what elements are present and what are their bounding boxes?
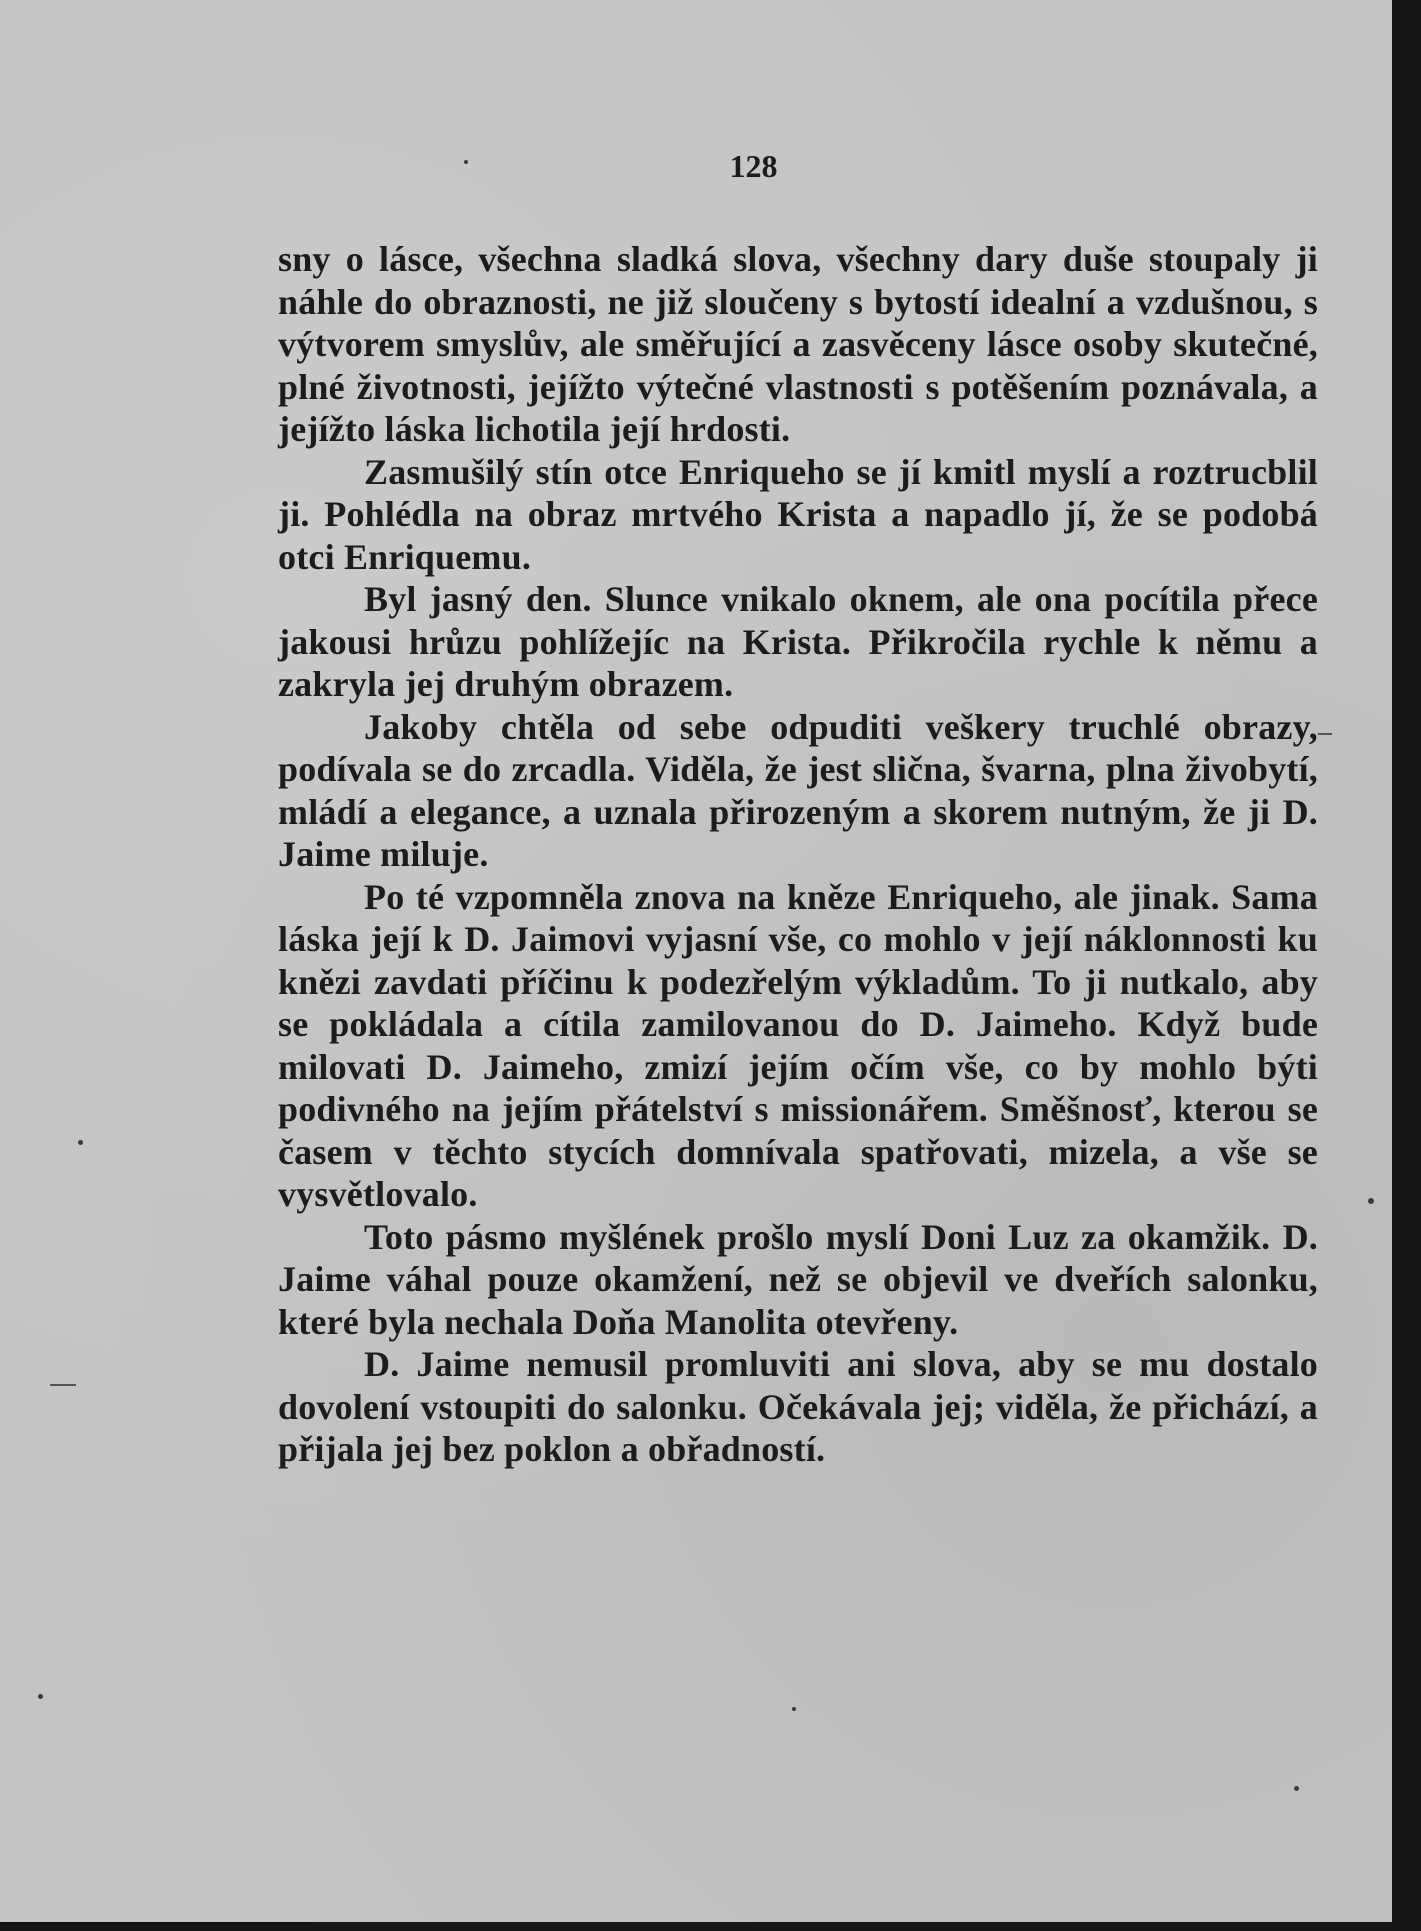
body-text xyxy=(278,238,1318,1471)
scan-speck xyxy=(1368,1198,1374,1204)
scan-speck xyxy=(792,1707,796,1711)
paragraph-5: Po té vzpomněla znova na kněze Enriqueho, ale jinak. Sama láska její k D. Jaimovi vyjasní vše, co mohlo v její náklonnosti ku knězi zavdati příčinu k podezřelým výkladům. To ji nutkalo, aby se pokládala a cítila zamilovanou do D. Jaimeho. Když bude milovati D. Jaimeho, zmizí jejím očím vše, co by mohlo býti podivného na jejím přátelství s missionářem. Směšnosť, kterou se časem v těchto stycích domnívala spatřovati, mizela, a vše se vysvětlovalo. xyxy=(278,876,1318,1214)
paragraph-1: sny o lásce, všechna sladká slova, všechny dary duše stoupaly ji náhle do obraznosti, ne již sloučeny s bytostí idealní a vzdušnou, s výtvorem smyslův, ale směřující a zasvěceny lásce osoby skutečné, plné životnosti, jejížto výtečné vlastnosti s potěšením poznávala, a jejížto láska lichotila její hrdosti. xyxy=(278,239,1318,449)
paragraph-7: D. Jaime nemusil promluviti ani slova, aby se mu dostalo dovolení vstoupiti do salonku. Očekávala jej; viděla, že přichází, a přijala jej bez poklon a obřadností. xyxy=(278,1344,1318,1469)
page-number: 128 xyxy=(729,148,778,184)
paragraph-2: Zasmušilý stín otce Enriqueho se jí kmitl myslí a roztrucblil ji. Pohlédla na obraz mrtvého Krista a napadlo jí, že se podobá otci Enriquemu. xyxy=(278,451,1318,577)
scan-mark xyxy=(1318,733,1332,735)
scan-speck xyxy=(1294,1786,1299,1791)
paragraph-4: Jakoby chtěla od sebe odpuditi veškery truchlé obrazy, podívala se do zrcadla. Viděla, že jest slična, švarna, plna živobytí, mládí a elegance, a uznala přirozeným a skorem nutným, že ji D. Jaime miluje. xyxy=(278,706,1318,874)
scan-speck xyxy=(464,160,468,164)
paragraph-3: Byl jasný den. Slunce vnikalo oknem, ale ona pocítila přece jakousi hrůzu pohlížejíc na Krista. Přikročila rychle k němu a zakryla jej druhým obrazem. xyxy=(278,579,1318,704)
scan-speck xyxy=(38,1694,43,1699)
scan-speck xyxy=(78,1140,83,1145)
paragraph-6: Toto pásmo myšlének prošlo myslí Doni Luz za okamžik. D. Jaime váhal pouze okamžení, než se objevil ve dveřích salonku, které byla nechala Doňa Manolita otevřeny. xyxy=(278,1216,1318,1342)
scan-mark xyxy=(50,1384,76,1386)
scan-border-bottom xyxy=(0,1922,1421,1931)
scan-border-right xyxy=(1392,0,1421,1931)
